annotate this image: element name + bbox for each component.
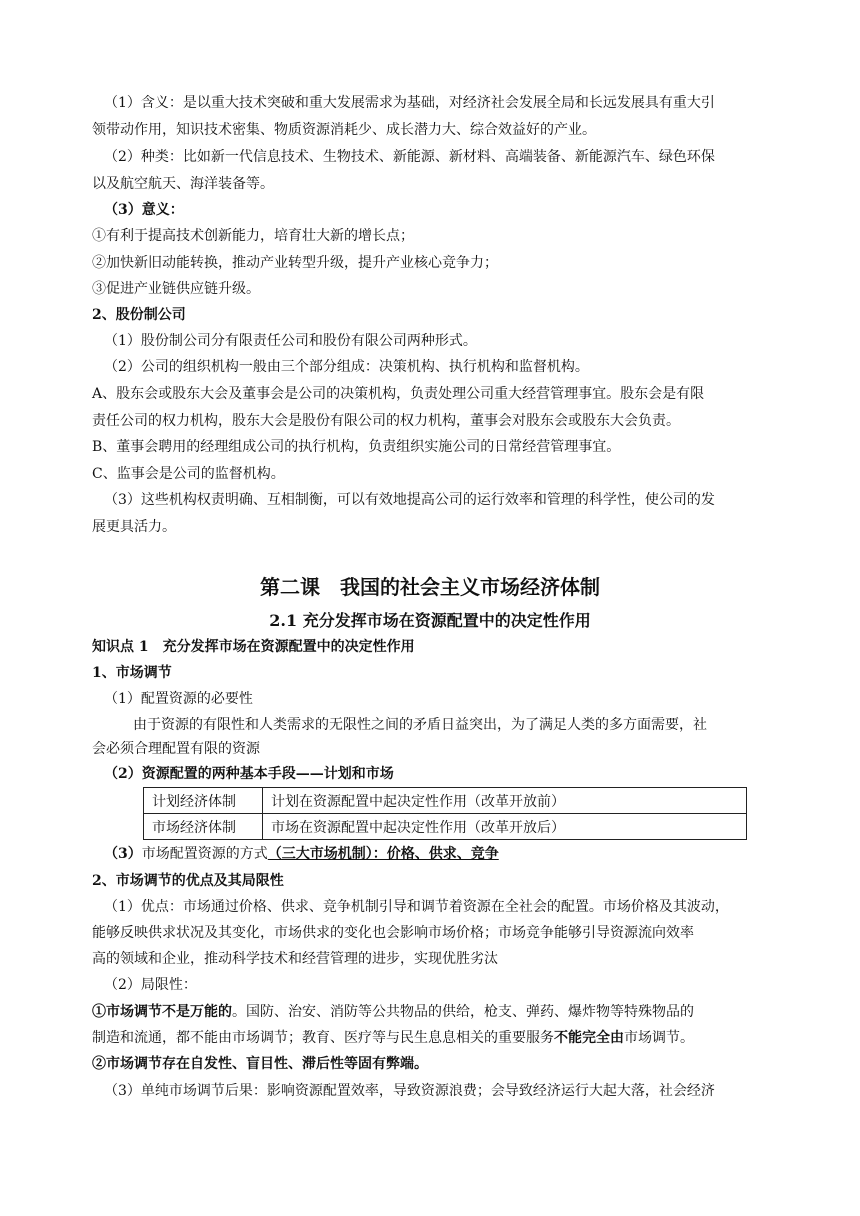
paragraph-line: 展更具活力。 (92, 519, 176, 535)
table-row (144, 788, 747, 814)
section-heading: 2、股份制公司 (92, 307, 186, 323)
paragraph-line: 能够反映供求状况及其变化，市场供求的变化也会影响市场价格；市场竞争能够引导资源流向效率 (92, 925, 694, 941)
paragraph-line: （3）单纯市场调节后果：影响资源配置效率，导致资源浪费；会导致经济运行大起大落，社会经济 (104, 1083, 715, 1099)
paragraph-line: 责任公司的权力机构，股东大会是股份有限公司的权力机构，董事会对股东会或股东大会负责。 (92, 413, 680, 429)
item-text: 。国防、治安、消防等公共物品的供给，枪支、弹药、爆炸物等特殊物品的 (232, 1004, 694, 1020)
table-cell: 计划经济体制 (144, 788, 263, 814)
section-heading: 1、市场调节 (92, 665, 172, 681)
knowledge-point-heading: 知识点 1 充分发挥市场在资源配置中的决定性作用 (92, 639, 415, 655)
list-item: ①有利于提高技术创新能力，培育壮大新的增长点； (92, 228, 414, 244)
comparison-table (143, 787, 747, 840)
table-cell: 计划在资源配置中起决定性作用（改革开放前） (263, 788, 747, 814)
item-text: 市场配置资源的方式 (141, 846, 268, 862)
lesson-title: 第二课 我国的社会主义市场经济体制 (260, 575, 600, 599)
table-cell: 市场在资源配置中起决定性作用（改革开放后） (263, 814, 747, 840)
emphasis-line: ②市场调节存在自发性、盲目性、滞后性等固有弊端。 (92, 1056, 428, 1072)
paragraph-line: 领带动作用，知识技术密集、物质资源消耗少、成长潜力大、综合效益好的产业。 (92, 122, 596, 138)
paragraph-line: （1）含义：是以重大技术突破和重大发展需求为基础，对经济社会发展全局和长远发展具有重大引 (104, 95, 715, 111)
paragraph-line (92, 1028, 694, 1048)
emphasis-text: 不能完全由 (554, 1030, 624, 1046)
list-item: ③促进产业链供应链升级。 (92, 281, 260, 297)
paragraph-line (104, 844, 499, 864)
paragraph-line: C、监事会是公司的监督机构。 (92, 466, 285, 482)
paragraph-line: （3）这些机构权责明确、互相制衡，可以有效地提高公司的运行效率和管理的科学性，使公司的发 (104, 492, 715, 508)
paragraph-line: B、董事会聘用的经理组成公司的执行机构，负责组织实施公司的日常经营管理事宜。 (92, 439, 621, 455)
item-text: 市场调节。 (624, 1030, 694, 1046)
lesson-subtitle: 2.1 充分发挥市场在资源配置中的决定性作用 (269, 611, 591, 630)
subheading: （3）意义： (104, 202, 184, 218)
section-heading: 2、市场调节的优点及其局限性 (92, 873, 284, 889)
paragraph-line: （1）配置资源的必要性 (104, 691, 253, 707)
list-item: ②加快新旧动能转换，推动产业转型升级，提升产业核心竞争力； (92, 255, 498, 271)
paragraph-line: 高的领域和企业，推动科学技术和经营管理的进步，实现优胜劣汰 (92, 951, 498, 967)
paragraph-line: 会必须合理配置有限的资源 (92, 741, 260, 757)
table-row (144, 814, 747, 840)
item-number: （3） (104, 846, 142, 862)
table-cell: 市场经济体制 (144, 814, 263, 840)
paragraph-line (92, 1002, 694, 1022)
paragraph-line: 以及航空航天、海洋装备等。 (92, 176, 274, 192)
paragraph-line: （2）种类：比如新一代信息技术、生物技术、新能源、新材料、高端装备、新能源汽车、绿色环保 (104, 149, 715, 165)
paragraph-line: （1）优点：市场通过价格、供求、竞争机制引导和调节着资源在全社会的配置。市场价格及其波动， (104, 899, 729, 915)
paragraph-line: （1）股份制公司分有限责任公司和股份有限公司两种形式。 (104, 333, 477, 349)
emphasis-text: ①市场调节不是万能的 (92, 1004, 232, 1020)
emphasis-text: （三大市场机制）：价格、供求、竞争 (267, 846, 499, 862)
paragraph-line: A、股东会或股东大会及董事会是公司的决策机构，负责处理公司重大经营管理事宜。股东会是有限 (92, 386, 705, 402)
paragraph-line: 由于资源的有限性和人类需求的无限性之间的矛盾日益突出，为了满足人类的多方面需要，社 (133, 717, 707, 733)
item-text: 制造和流通，都不能由市场调节；教育、医疗等与民生息息相关的重要服务 (92, 1030, 554, 1046)
subheading: （2）资源配置的两种基本手段——计划和市场 (104, 766, 394, 782)
paragraph-line: （2）公司的组织机构一般由三个部分组成：决策机构、执行机构和监督机构。 (104, 359, 589, 375)
paragraph-line: （2）局限性： (104, 977, 197, 993)
